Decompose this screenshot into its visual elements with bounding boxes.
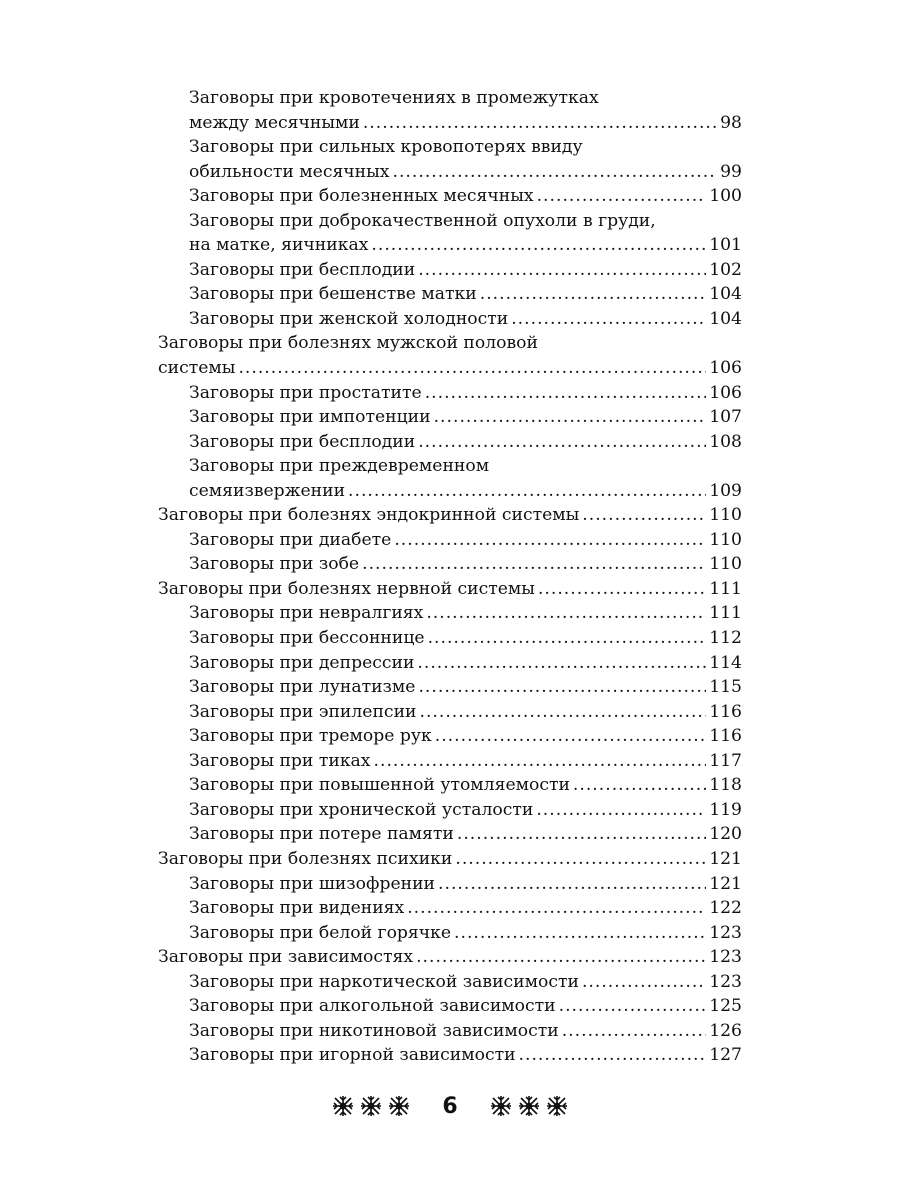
toc-entry-title: Заговоры при болезнях нервной системы (158, 578, 535, 599)
dot-leader (536, 798, 706, 823)
dot-leader (418, 258, 706, 283)
toc-leader-row (158, 503, 742, 528)
toc-subsection-entry (158, 773, 742, 798)
toc-page-number: 120 (709, 824, 742, 845)
toc-page-number: 100 (709, 186, 742, 207)
toc-leader-row (189, 921, 742, 946)
page-footer (0, 1091, 900, 1121)
toc-subsection-entry (158, 921, 742, 946)
toc-page-number: 126 (709, 1020, 742, 1041)
toc-page-number: 123 (709, 947, 742, 968)
toc-entry-title: Заговоры при наркотической зависимости (189, 971, 579, 992)
toc-leader-row (189, 749, 742, 774)
toc-page-number: 108 (709, 431, 742, 452)
toc-subsection-entry (158, 675, 742, 700)
toc-page-number: 111 (709, 603, 742, 624)
toc-entry-title: Заговоры при простатите (189, 382, 422, 403)
toc-page-number: 106 (709, 358, 742, 379)
toc-page-number: 111 (709, 578, 742, 599)
toc-subsection-entry (158, 798, 742, 823)
toc-subsection-entry (158, 552, 742, 577)
toc-subsection-entry (158, 528, 742, 553)
toc-section-entry (158, 503, 742, 528)
toc-entry-title: Заговоры при зависимостях (158, 947, 414, 968)
dot-leader (418, 675, 706, 700)
toc-entry-title: Заговоры при треморе рук (189, 726, 432, 747)
toc-subsection-entry (158, 626, 742, 651)
toc-entry-title: Заговоры при хронической усталости (189, 799, 534, 820)
dot-leader (418, 430, 706, 455)
dot-leader (562, 1019, 706, 1044)
toc-leader-row (158, 577, 742, 602)
toc-entry-title: Заговоры при зобе (189, 554, 360, 575)
toc-subsection-entry (158, 1019, 742, 1044)
toc-subsection-entry (158, 896, 742, 921)
dot-leader (457, 822, 706, 847)
toc-page-number: 112 (709, 628, 742, 649)
dot-leader (426, 601, 706, 626)
toc-entry-title: Заговоры при болезнях эндокринной системы (158, 505, 580, 526)
dot-leader (438, 872, 706, 897)
dot-leader (363, 111, 717, 136)
dot-leader (538, 577, 706, 602)
toc-subsection-entry (158, 822, 742, 847)
dot-leader (511, 307, 706, 332)
dot-leader (455, 847, 706, 872)
toc-leader-row (189, 282, 742, 307)
dot-leader (582, 503, 706, 528)
toc-section-entry (158, 847, 742, 872)
dot-leader (480, 282, 706, 307)
toc-subsection-entry (158, 135, 742, 184)
toc-page-number: 121 (709, 848, 742, 869)
toc-page-number: 110 (709, 505, 742, 526)
toc-leader-row (189, 700, 742, 725)
toc-leader-row (158, 945, 742, 970)
toc-page-number: 118 (709, 775, 742, 796)
toc-entry-title: Заговоры при тиках (189, 750, 371, 771)
toc-leader-row (189, 1019, 742, 1044)
toc-leader-row (189, 111, 742, 136)
toc-entry-line: Заговоры при сильных кровопотерях ввиду (189, 137, 583, 158)
right-ornaments (490, 1095, 568, 1117)
toc-page-number: 99 (720, 161, 742, 182)
toc-page-number: 104 (709, 308, 742, 329)
toc-page-number: 104 (709, 284, 742, 305)
dot-leader (582, 970, 706, 995)
toc-page-number: 119 (709, 799, 742, 820)
toc-entry-title: Заговоры при шизофрении (189, 873, 436, 894)
toc-leader-row (189, 896, 742, 921)
toc-entry-line: Заговоры при кровотечениях в промежутках (189, 88, 599, 108)
toc-page-number: 115 (709, 677, 742, 698)
toc-leader-row (158, 847, 742, 872)
dot-leader (374, 749, 707, 774)
toc-entry-title: обильности месячных (189, 161, 390, 182)
toc-leader-row (189, 1043, 742, 1068)
toc-leader-row (189, 307, 742, 332)
toc-entry-title: Заговоры при депрессии (189, 652, 415, 673)
toc-subsection-entry (158, 86, 742, 135)
toc-subsection-entry (158, 970, 742, 995)
toc-entry-line: Заговоры при доброкачественной опухоли в груди, (189, 210, 656, 231)
toc-page-number: 117 (709, 750, 742, 771)
toc-page-number: 121 (709, 873, 742, 894)
toc-entry-title: Заговоры при бесплодии (189, 431, 416, 452)
toc-page-number: 125 (709, 996, 742, 1017)
toc-page-number: 123 (709, 922, 742, 943)
toc-page-number: 109 (709, 480, 742, 501)
toc-leader-row (189, 872, 742, 897)
toc-leader-row (189, 601, 742, 626)
dot-leader (419, 700, 706, 725)
dot-leader (416, 945, 706, 970)
toc-entry-title: Заговоры при бессоннице (189, 628, 425, 649)
dot-leader (371, 233, 706, 258)
toc-page-number: 98 (720, 112, 742, 133)
snowflake-ornament-icon (332, 1095, 354, 1117)
toc-subsection-entry (158, 381, 742, 406)
dot-leader (238, 356, 706, 381)
toc-leader-row (189, 528, 742, 553)
toc-subsection-entry (158, 258, 742, 283)
toc-entry-title: Заговоры при импотенции (189, 407, 431, 428)
toc-page-number: 127 (709, 1045, 742, 1066)
toc-leader-row (189, 233, 742, 258)
toc-entry-title: Заговоры при бесплодии (189, 259, 416, 280)
toc-leader-row (189, 479, 742, 504)
toc-leader-row (189, 258, 742, 283)
toc-subsection-entry (158, 1043, 742, 1068)
dot-leader (407, 896, 706, 921)
toc-subsection-entry (158, 724, 742, 749)
toc-entry-title: семяизвержении (189, 480, 346, 501)
toc-page-number: 116 (709, 726, 742, 747)
toc-page-number: 101 (709, 235, 742, 256)
dot-leader (435, 724, 706, 749)
toc-subsection-entry (158, 209, 742, 258)
toc-leader-row (189, 184, 742, 209)
toc-subsection-entry (158, 184, 742, 209)
toc-leader-row (189, 405, 742, 430)
toc-subsection-entry (158, 601, 742, 626)
toc-entry-title: Заговоры при болезненных месячных (189, 186, 534, 207)
toc-entry-title: Заговоры при болезнях психики (158, 848, 453, 869)
toc-page-number: 114 (709, 652, 742, 673)
toc-page-number: 106 (709, 382, 742, 403)
dot-leader (417, 651, 706, 676)
toc-entry-title: Заговоры при игорной зависимости (189, 1045, 516, 1066)
toc-page-number: 123 (709, 971, 742, 992)
toc-entry-title: Заговоры при алкогольной зависимости (189, 996, 556, 1017)
toc-leader-row (189, 381, 742, 406)
snowflake-ornament-icon (546, 1095, 568, 1117)
toc-entry-line: Заговоры при преждевременном (189, 456, 490, 477)
snowflake-ornament-icon (518, 1095, 540, 1117)
toc-entry-title: Заговоры при невралгиях (189, 603, 424, 624)
toc-subsection-entry (158, 651, 742, 676)
toc-subsection-entry (158, 872, 742, 897)
table-of-contents (158, 86, 742, 1068)
dot-leader (454, 921, 706, 946)
toc-leader-row (189, 970, 742, 995)
toc-entry-title: Заговоры при потере памяти (189, 824, 454, 845)
toc-page-number: 116 (709, 701, 742, 722)
toc-entry-title: Заговоры при никотиновой зависимости (189, 1020, 559, 1041)
dot-leader (559, 994, 707, 1019)
dot-leader (348, 479, 706, 504)
toc-subsection-entry (158, 700, 742, 725)
snowflake-ornament-icon (490, 1095, 512, 1117)
toc-leader-row (189, 651, 742, 676)
toc-page-number: 110 (709, 554, 742, 575)
toc-leader-row (189, 430, 742, 455)
toc-subsection-entry (158, 454, 742, 503)
toc-entry-title: между месячными (189, 112, 360, 133)
toc-leader-row (189, 724, 742, 749)
toc-entry-title: Заговоры при повышенной утомляемости (189, 775, 570, 796)
page-number: 6 (442, 1093, 458, 1119)
toc-entry-title: Заговоры при видениях (189, 898, 405, 919)
toc-page-number: 107 (709, 407, 742, 428)
toc-entry-title: системы (158, 358, 236, 379)
toc-subsection-entry (158, 430, 742, 455)
toc-leader-row (189, 994, 742, 1019)
toc-entry-title: Заговоры при диабете (189, 529, 392, 550)
left-ornaments (332, 1095, 410, 1117)
toc-entry-title: Заговоры при лунатизме (189, 677, 416, 698)
toc-leader-row (189, 552, 742, 577)
toc-section-entry (158, 945, 742, 970)
toc-entry-title: Заговоры при белой горячке (189, 922, 452, 943)
toc-leader-row (189, 773, 742, 798)
dot-leader (393, 160, 718, 185)
toc-entry-line: Заговоры при болезнях мужской половой (158, 333, 538, 354)
toc-entry-title: Заговоры при эпилепсии (189, 701, 417, 722)
dot-leader (394, 528, 706, 553)
snowflake-ornament-icon (388, 1095, 410, 1117)
toc-leader-row (189, 822, 742, 847)
snowflake-ornament-icon (360, 1095, 382, 1117)
toc-leader-row (189, 160, 742, 185)
toc-leader-row (158, 356, 742, 381)
dot-leader (428, 626, 707, 651)
dot-leader (425, 381, 707, 406)
toc-page-number: 102 (709, 259, 742, 280)
toc-subsection-entry (158, 994, 742, 1019)
toc-page-number: 122 (709, 898, 742, 919)
toc-leader-row (189, 626, 742, 651)
dot-leader (537, 184, 707, 209)
dot-leader (519, 1043, 707, 1068)
toc-page-number: 110 (709, 529, 742, 550)
toc-subsection-entry (158, 307, 742, 332)
toc-entry-title: Заговоры при бешенстве матки (189, 284, 477, 305)
dot-leader (434, 405, 707, 430)
dot-leader (573, 773, 706, 798)
toc-entry-title: Заговоры при женской холодности (189, 308, 509, 329)
toc-leader-row (189, 675, 742, 700)
toc-section-entry (158, 331, 742, 380)
toc-subsection-entry (158, 405, 742, 430)
toc-entry-title: на матке, яичниках (189, 235, 369, 256)
dot-leader (362, 552, 706, 577)
toc-subsection-entry (158, 282, 742, 307)
toc-subsection-entry (158, 749, 742, 774)
toc-section-entry (158, 577, 742, 602)
toc-leader-row (189, 798, 742, 823)
